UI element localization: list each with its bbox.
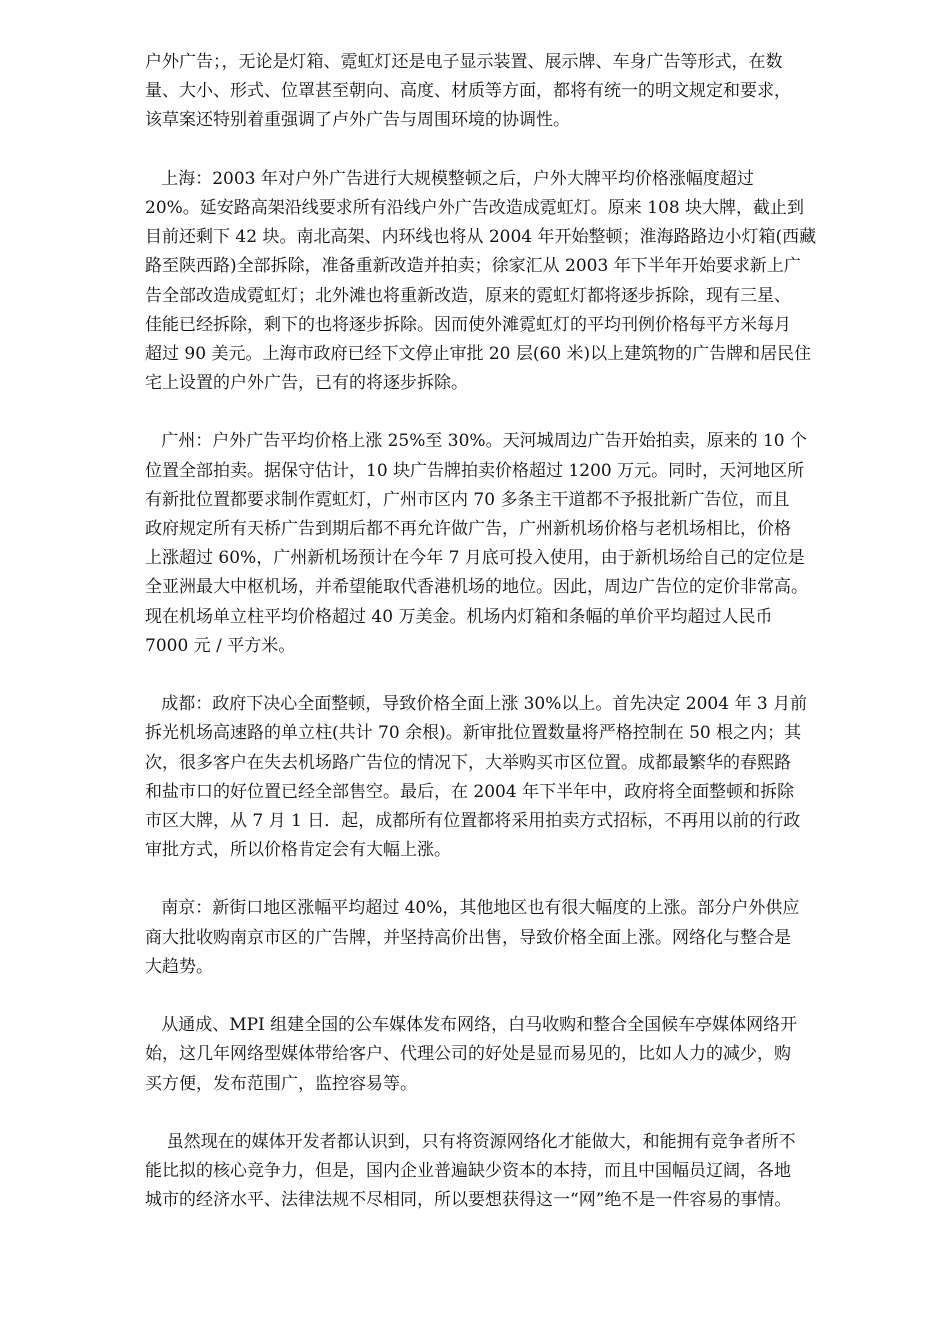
text-line: 拆光机场高速路的单立柱(共计 70 余根)。新审批位置数量将严格控制在 50 根之内；其	[145, 723, 802, 744]
text-line: 路至陕西路)全部拆除，准备重新改造并拍卖；徐家汇从 2003 年下半年开始要求新上广	[145, 256, 801, 277]
text-line: 南京：新街口地区涨幅平均超过 40%，其他地区也有很大幅度的上涨。部分户外供应	[145, 898, 800, 919]
text-line: 商大批收购南京市区的广告牌，并坚持高价出售，导致价格全面上涨。网络化与整合是	[145, 927, 791, 948]
text-line: 始，这几年网络型媒体带给客户、代理公司的好处是显而易见的，比如人力的减少，购	[145, 1044, 791, 1065]
text-line: 能比拟的核心竞争力，但是，国内企业普遍缺少资本的本持，而且中国幅员辽阔，各地	[145, 1161, 791, 1182]
paragraph-chengdu	[145, 690, 885, 865]
text-line: 该草案还特别着重强调了卢外广告与周围环境的协调性。	[145, 110, 570, 131]
text-line: 政府规定所有天桥广告到期后都不再允许做广告，广州新机场价格与老机场相比，价格	[145, 519, 791, 539]
text-line: 宅上设置的户外广告，已有的将逐步拆除。	[145, 373, 468, 394]
text-line: 量、大小、形式、位罩甚至朝向、高度、材质等方面，都将有统一的明文规定和要求，	[145, 81, 791, 102]
text-line: 和盐市口的好位置已经全部售空。最后，在 2004 年下半年中，政府将全面整顿和拆除	[145, 781, 795, 802]
text-line: 市区大牌，从 7 月 1 日．起，成都所有位置都将采用拍卖方式招标，不再用以前的行政	[145, 810, 801, 831]
text-line: 有新批位置都要求制作霓虹灯，广州市区内 70 多条主干道都不予报批新广告位，而且	[145, 489, 790, 510]
paragraph-outdoor-regulation	[145, 48, 885, 136]
text-line: 次，很多客户在失去机场路广告位的情况下，大举购买市区位置。成都最繁华的春熙路	[145, 752, 791, 773]
text-line: 超过 90 美元。上海市政府已经下文停止审批 20 层(60 米)以上建筑物的广告牌和居民住	[145, 343, 812, 364]
text-line: 城市的经济水平、法律法规不尽相同，所以要想获得这一“网”绝不是一件容易的事情。	[145, 1190, 792, 1211]
paragraph-guangzhou	[145, 427, 885, 661]
text-line: 虽然现在的媒体开发者都认识到，只有将资源网络化才能做大，和能拥有竞争者所不	[145, 1131, 796, 1152]
text-line: 从通成、MPI 组建全国的公车媒体发布网络，白马收购和整合全国候车亭媒体网络开	[145, 1015, 798, 1036]
text-line: 位置全部拍卖。据保守估计，10 块广告牌拍卖价格超过 1200 万元。同时，天河地区所	[145, 460, 805, 481]
text-line: 告全部改造成霓虹灯；北外滩也将重新改造，原来的霓虹灯都将逐步拆除，现有三星、	[145, 285, 791, 306]
paragraph-nanjing	[145, 894, 885, 982]
text-line: 佳能已经拆除，剩下的也将逐步拆除。因而使外滩霓虹灯的平均刊例价格每平方米每月	[145, 314, 791, 335]
text-line: 户外广告；，无论是灯箱、霓虹灯还是电子显示装置、展示牌、车身广告等形式，在数	[145, 52, 783, 72]
paragraph-shanghai	[145, 165, 885, 399]
paragraph-network-media	[145, 1011, 885, 1099]
text-line: 广州：户外广告平均价格上涨 25%至 30%。天河城周边广告开始拍卖，原来的 10 个	[145, 431, 808, 452]
text-line: 上涨超过 60%，广州新机场预计在今年 7 月底可投入使用，由于新机场给自己的定位是	[145, 548, 805, 569]
text-line: 目前还剩下 42 块。南北高架、内环线也将从 2004 年开始整顿；淮海路路边小灯箱(西藏	[145, 227, 817, 248]
text-line: 上海：2003 年对户外广告进行大规模整顿之后，户外大牌平均价格涨幅度超过	[145, 168, 754, 189]
text-line: 大趋势。	[145, 956, 213, 977]
text-line: 现在机场单立柱平均价格超过 40 万美金。机场内灯箱和条幅的单价平均超过人民币	[145, 606, 773, 627]
text-line: 成都：政府下决心全面整顿，导致价格全面上涨 30%以上。首先决定 2004 年 3 月前	[145, 694, 808, 715]
paragraph-conclusion	[145, 1128, 885, 1216]
text-line: 全亚洲最大中枢机场，并希望能取代香港机场的地位。因此，周边广告位的定价非常高。	[145, 577, 808, 598]
text-line: 审批方式，所以价格肯定会有大幅上涨。	[145, 840, 451, 861]
document-page	[145, 48, 885, 1245]
text-line: 7000 元 / 平方米。	[145, 635, 296, 656]
text-line: 买方便，发布范围广，监控容易等。	[145, 1073, 417, 1094]
text-line: 20%。延安路高架沿线要求所有沿线户外广告改造成霓虹灯。原来 108 块大牌，截止到	[145, 197, 805, 218]
